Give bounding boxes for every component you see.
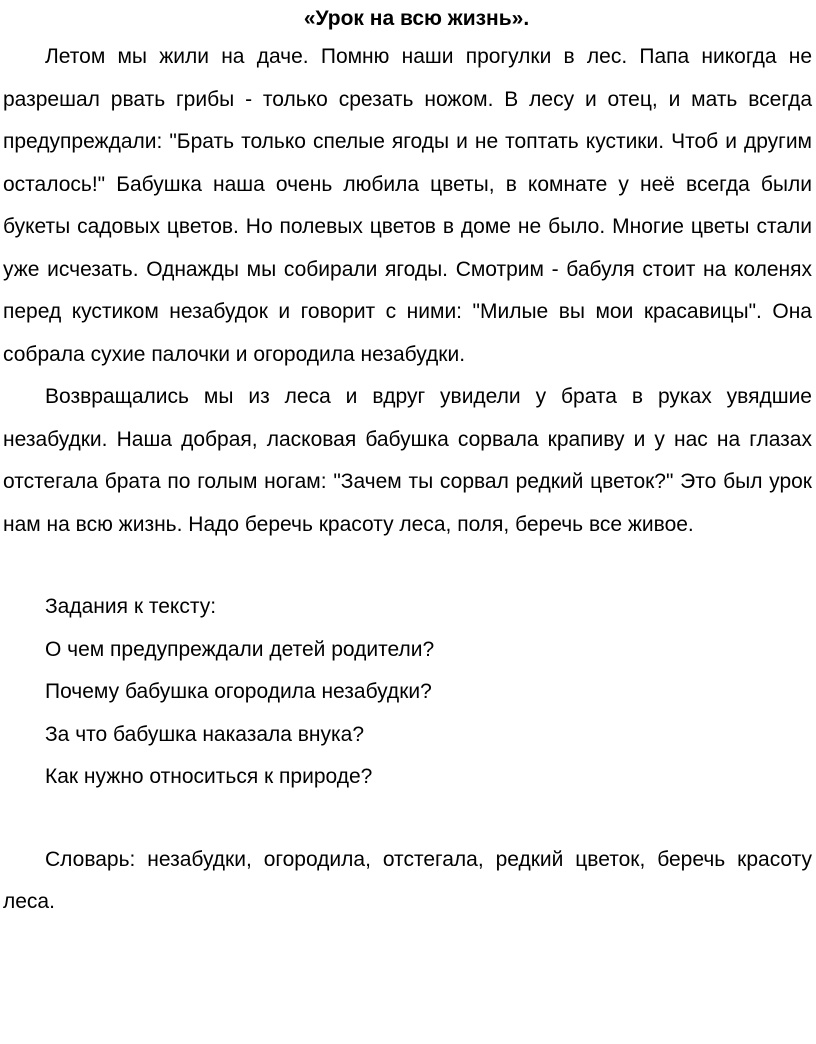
tasks-section <box>3 586 812 799</box>
task-item: О чем предупреждали детей родители? <box>45 637 435 661</box>
section-spacer <box>3 799 812 839</box>
task-item: За что бабушка наказала внука? <box>45 722 365 746</box>
task-item: Как нужно относиться к природе? <box>45 765 373 788</box>
tasks-heading: Задания к тексту: <box>45 595 217 618</box>
document-title: «Урок на всю жизнь». <box>303 7 530 30</box>
story-paragraph-1: Летом мы жили на даче. Помню наши прогулки в лес. Папа никогда не разрешал рвать грибы - только срезать ножом. В лесу и отец, и мать всегда предупреждали: "Брать только спелые ягоды и не топтать кустики. Чтоб и другим осталось!" Бабушка наша очень любила цветы, в комнате у неё всегда были букеты садовых цветов. Но полевых цветов в доме не было. Многие цветы стали уже исчезать. Однажды мы собирали ягоды. Смотрим - бабуля стоит на коленях перед кустиком незабудок и говорит с ними: "Милые вы мои красавицы". Она собрала сухие палочки и огородила незабудки. <box>3 45 812 366</box>
section-spacer <box>3 546 812 586</box>
vocabulary-paragraph: Словарь: незабудки, огородила, отстегала, редкий цветок, беречь красоту леса. <box>3 847 812 913</box>
story-paragraph-2: Возвращались мы из леса и вдруг увидели у брата в руках увядшие незабудки. Наша добрая, ласковая бабушка сорвала крапиву и у нас на глазах отстегала брата по голым ногам: "Зачем ты сорвал редкий цветок?" Это был урок нам на всю жизнь. Надо беречь красоту леса, поля, беречь все живое. <box>3 385 812 536</box>
task-item: Почему бабушка огородила незабудки? <box>45 680 432 703</box>
